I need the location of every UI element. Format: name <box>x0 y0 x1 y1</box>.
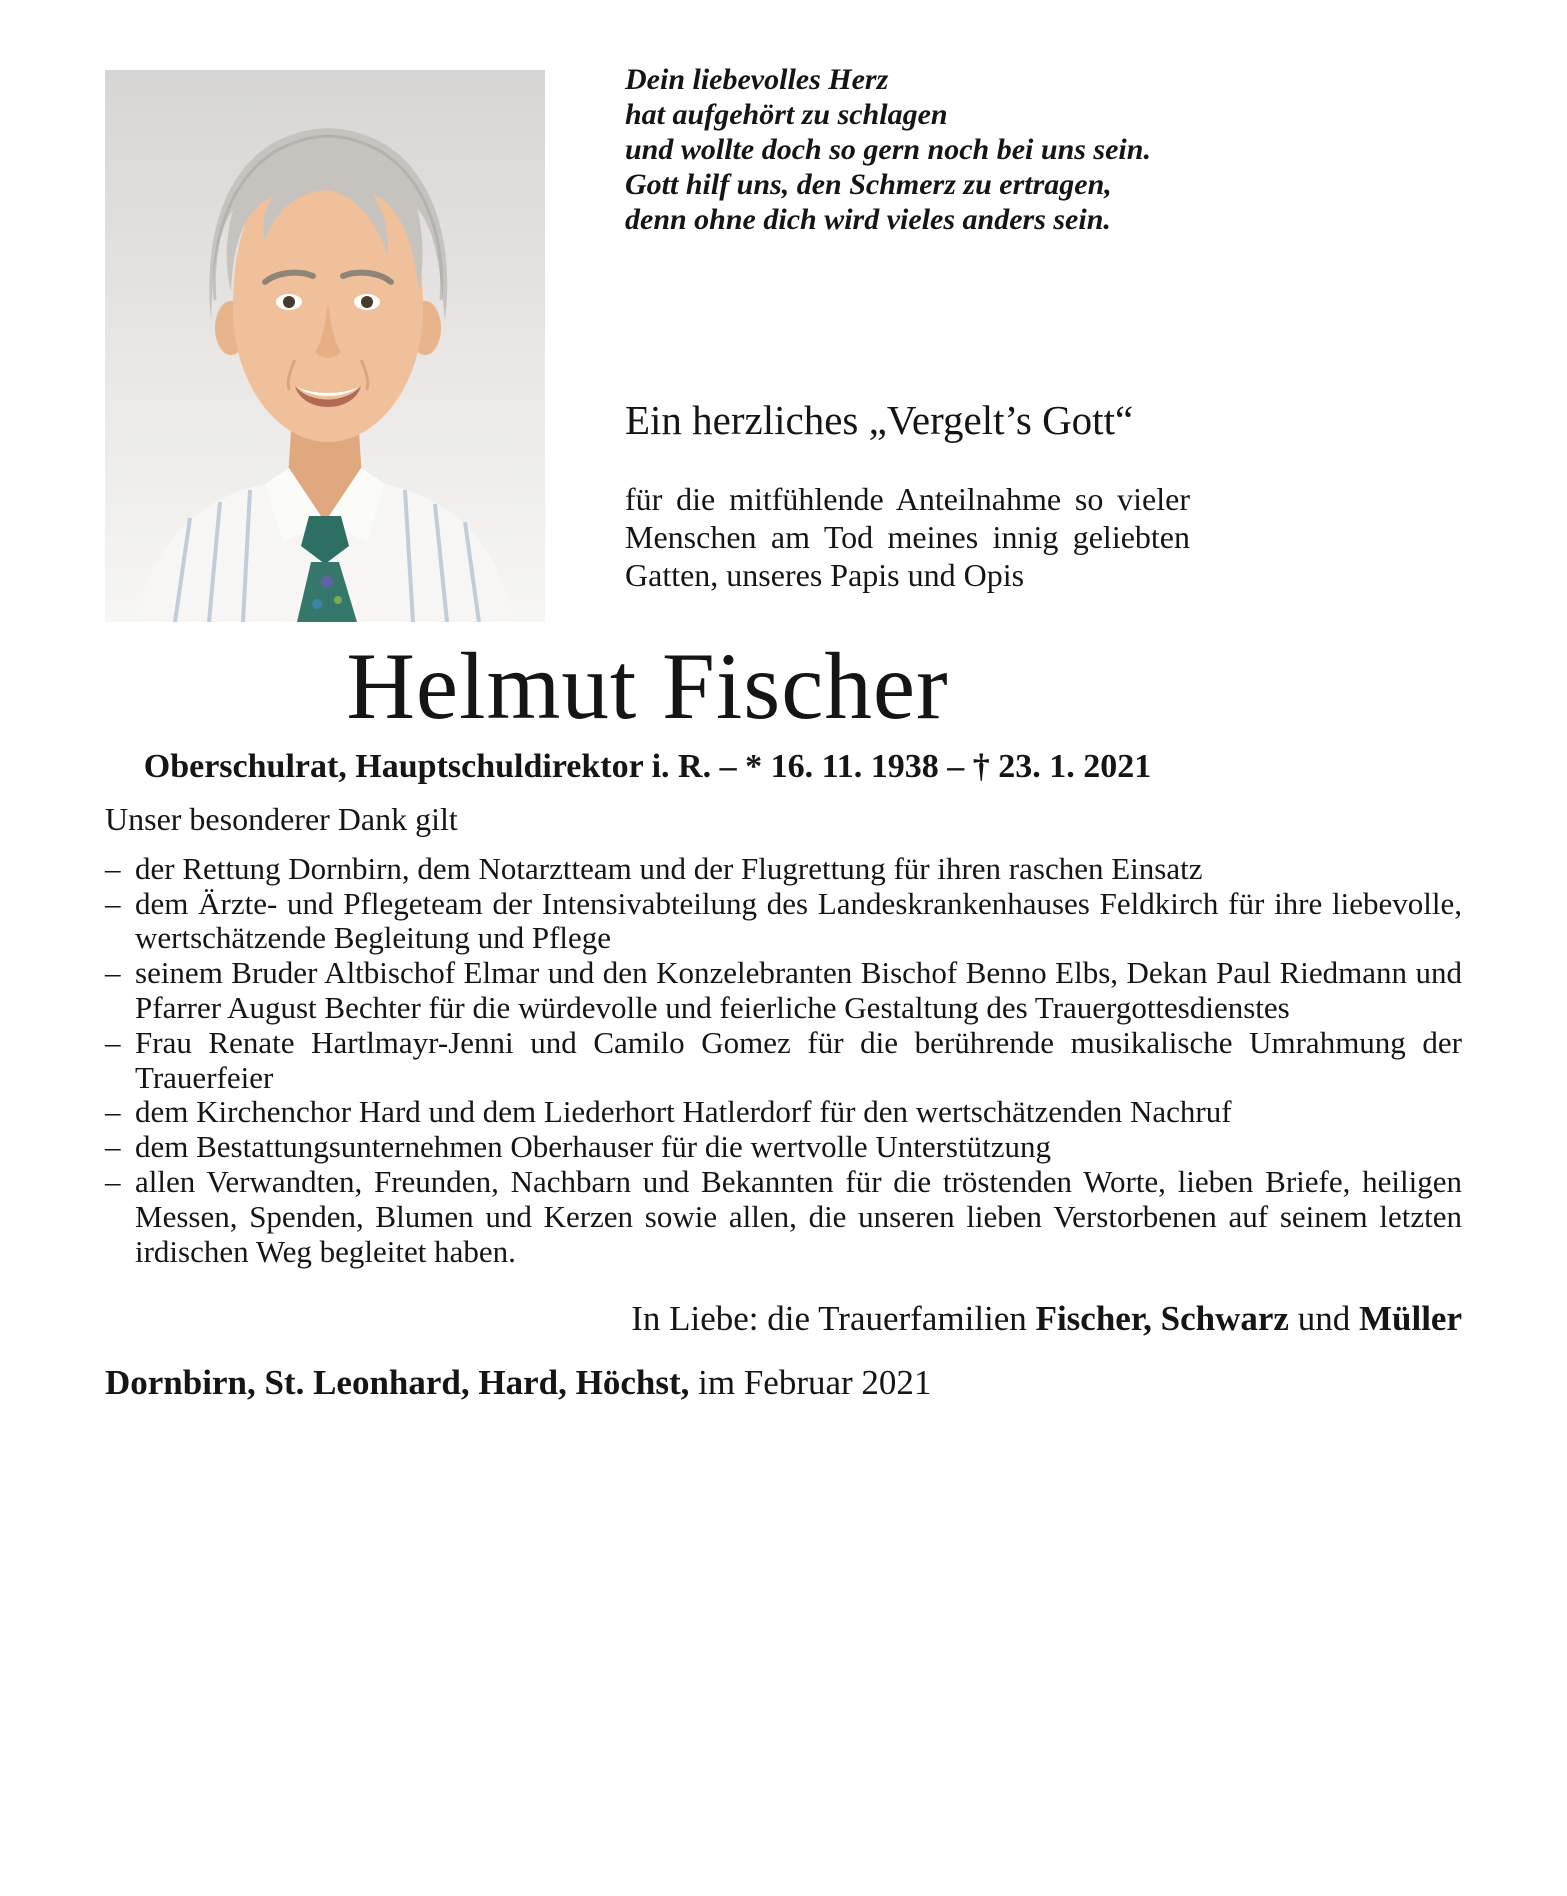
poem-line: Gott hilf uns, den Schmerz zu ertragen, <box>625 168 1112 201</box>
poem-line: hat aufgehört zu schlagen <box>625 98 948 131</box>
closing-family-names: Fischer, Schwarz <box>1035 1299 1289 1339</box>
acknowledgement-text: seinem Bruder Altbischof Elmar und den Konzelebranten Bischof Benno Elbs, Dekan Paul Riedmann und Pfarrer August Bechter für die würdevolle und feierliche Gestaltung des Trauergottesdienstes <box>135 955 1462 1025</box>
closing-text: In Liebe: die Trauerfamilien <box>631 1299 1036 1339</box>
acknowledgement-item <box>105 956 1462 1026</box>
footer-line <box>105 1363 1462 1403</box>
dash-marker: – <box>105 1024 121 1060</box>
poem-line: denn ohne dich wird vieles anders sein. <box>625 203 1111 236</box>
acknowledgement-text: Frau Renate Hartlmayr-Jenni und Camilo Gomez für die berührende musikalische Umrahmung der Trauerfeier <box>135 1024 1462 1095</box>
acknowledgement-text: dem Kirchenchor Hard und dem Liederhort Hatlerdorf für den wertschätzenden Nachruf <box>135 1094 1232 1130</box>
closing-text: und <box>1288 1299 1359 1339</box>
acknowledgement-item <box>105 887 1462 957</box>
closing-line <box>105 1299 1462 1339</box>
acknowledgements-intro: Unser besonderer Dank gilt <box>105 801 458 837</box>
dash-marker: – <box>105 1163 121 1199</box>
acknowledgement-text: der Rettung Dornbirn, dem Notarztteam und der Flugrettung für ihren raschen Einsatz <box>135 850 1203 886</box>
footer-date: im Februar 2021 <box>689 1363 932 1403</box>
deceased-name: Helmut Fischer <box>346 633 949 739</box>
acknowledgements-section <box>105 802 1462 1403</box>
acknowledgement-item <box>105 1095 1462 1130</box>
dash-marker: – <box>105 955 121 991</box>
acknowledgements-list <box>105 852 1462 1270</box>
deceased-block <box>105 633 1190 786</box>
portrait-photo <box>105 70 545 622</box>
thanks-heading: Ein herzliches „Vergelt’s Gott“ <box>625 397 1134 443</box>
poem-line: Dein liebevolles Herz <box>625 63 889 96</box>
acknowledgement-text: dem Ärzte- und Pflegeteam der Intensivabteilung des Landeskrankenhauses Feldkirch für ihre liebevolle, wertschätzende Begleitung und Pflege <box>135 885 1462 956</box>
deceased-title-dates: Oberschulrat, Hauptschuldirektor i. R. – * 16. 11. 1938 – † 23. 1. 2021 <box>143 748 1152 785</box>
memorial-poem <box>625 62 1200 237</box>
footer-places: Dornbirn, St. Leonhard, Hard, Höchst, <box>105 1363 690 1403</box>
closing-family-names: Müller <box>1358 1299 1462 1339</box>
acknowledgement-item <box>105 1026 1462 1096</box>
dash-marker: – <box>105 1094 121 1130</box>
acknowledgement-text: dem Bestattungsunternehmen Oberhauser für die wertvolle Unterstützung <box>135 1129 1051 1165</box>
dash-marker: – <box>105 850 121 886</box>
thanks-intro: für die mitfühlende Anteilnahme so vieler Menschen am Tod meines innig geliebten Gatten, unseres Papis und Opis <box>625 481 1190 593</box>
dash-marker: – <box>105 1129 121 1165</box>
acknowledgement-text: allen Verwandten, Freunden, Nachbarn und Bekannten für die tröstenden Worte, lieben Briefe, heiligen Messen, Spenden, Blumen und Kerzen sowie allen, die unseren lieben Verstorbenen auf seinem letzten irdischen Weg begleitet haben. <box>135 1163 1462 1269</box>
portrait-illustration <box>105 70 545 622</box>
acknowledgement-item <box>105 1165 1462 1269</box>
poem-line: und wollte doch so gern noch bei uns sein. <box>625 133 1151 166</box>
acknowledgement-item <box>105 1130 1462 1165</box>
dash-marker: – <box>105 885 121 921</box>
acknowledgement-item <box>105 852 1462 887</box>
